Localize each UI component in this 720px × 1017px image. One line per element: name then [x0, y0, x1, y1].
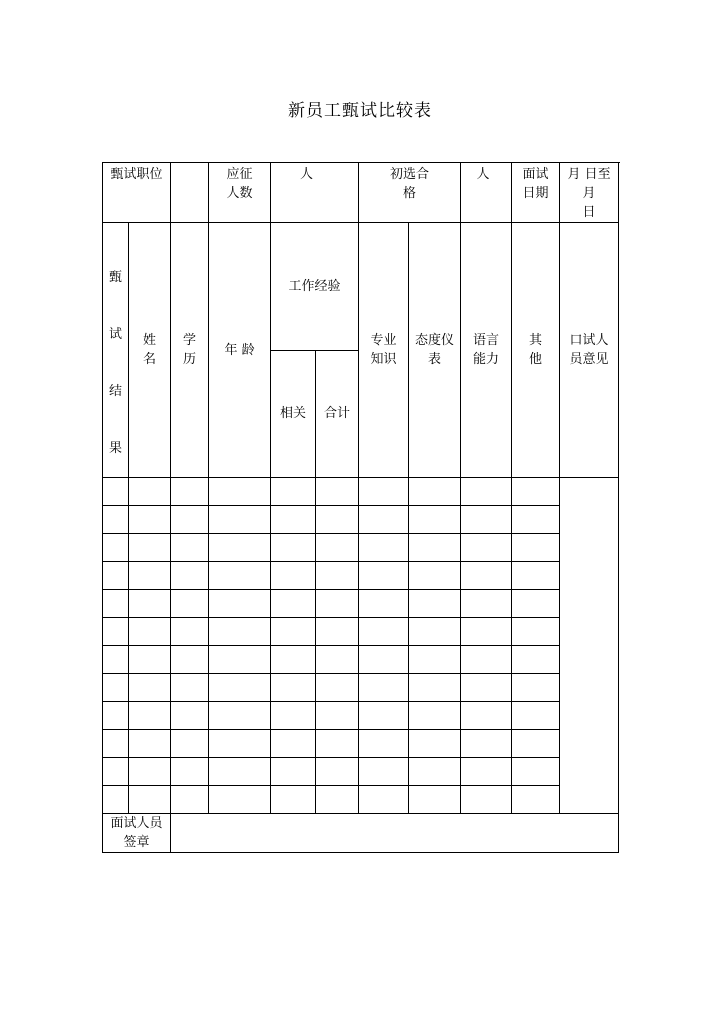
table-cell[interactable] [209, 702, 271, 730]
header-experience: 工作经验 [271, 223, 359, 351]
header-total: 合计 [316, 350, 359, 478]
table-cell[interactable] [171, 618, 209, 646]
table-cell[interactable] [171, 590, 209, 618]
table-cell[interactable] [409, 590, 461, 618]
table-cell[interactable] [409, 506, 461, 534]
side-label: 甄 试 结 果 [108, 270, 122, 456]
header-manner: 态度仪 表 [409, 223, 461, 478]
header-knowledge: 专业 知识 [359, 223, 409, 478]
table-cell[interactable] [359, 702, 409, 730]
table-row [103, 674, 619, 702]
table-cell[interactable] [409, 786, 461, 814]
date-label-cell [512, 163, 560, 223]
table-row [103, 646, 619, 674]
table-cell[interactable] [461, 478, 512, 506]
table-cell[interactable] [209, 478, 271, 506]
table-cell[interactable] [316, 618, 359, 646]
table-cell[interactable] [209, 590, 271, 618]
passed-value-cell[interactable] [461, 163, 512, 223]
table-cell[interactable] [103, 702, 129, 730]
table-cell[interactable] [129, 702, 171, 730]
table-cell[interactable] [512, 618, 560, 646]
table-cell[interactable] [359, 758, 409, 786]
table-row [103, 590, 619, 618]
table-cell[interactable] [209, 534, 271, 562]
table-cell[interactable] [129, 562, 171, 590]
table-cell[interactable] [271, 786, 316, 814]
table-cell[interactable] [512, 506, 560, 534]
table-cell[interactable] [103, 506, 129, 534]
position-value-cell[interactable] [171, 163, 209, 223]
table-cell[interactable] [129, 506, 171, 534]
date-value: 月 日至 月 日 [567, 167, 611, 220]
info-row [103, 163, 619, 223]
table-cell[interactable] [409, 534, 461, 562]
applicants-label-cell [209, 163, 271, 223]
table-cell[interactable] [129, 730, 171, 758]
table-cell[interactable] [209, 786, 271, 814]
table-cell[interactable] [209, 674, 271, 702]
table-cell[interactable] [512, 758, 560, 786]
table-cell[interactable] [316, 702, 359, 730]
table-cell[interactable] [103, 590, 129, 618]
table-cell[interactable] [512, 786, 560, 814]
table-cell[interactable] [409, 618, 461, 646]
table-cell[interactable] [103, 786, 129, 814]
applicants-unit: 人 [300, 167, 314, 182]
table-cell[interactable] [409, 758, 461, 786]
table-cell[interactable] [171, 506, 209, 534]
table-cell[interactable] [316, 674, 359, 702]
table-row [103, 618, 619, 646]
signature-label: 面试人员 签章 [110, 816, 163, 850]
table-cell[interactable] [103, 646, 129, 674]
table-cell[interactable] [512, 730, 560, 758]
table-cell[interactable] [409, 478, 461, 506]
table-cell[interactable] [409, 674, 461, 702]
table-row [103, 758, 619, 786]
table-cell[interactable] [359, 506, 409, 534]
table-row [103, 506, 619, 534]
table-row [103, 562, 619, 590]
table-cell[interactable] [209, 506, 271, 534]
comparison-form [102, 162, 619, 853]
data-rows [103, 478, 619, 814]
table-cell[interactable] [271, 534, 316, 562]
table-cell[interactable] [316, 562, 359, 590]
table-cell[interactable] [129, 758, 171, 786]
table-cell[interactable] [209, 730, 271, 758]
table-cell[interactable] [209, 618, 271, 646]
table-cell[interactable] [171, 674, 209, 702]
table-cell[interactable] [129, 646, 171, 674]
table-cell[interactable] [512, 674, 560, 702]
table-cell[interactable] [512, 590, 560, 618]
table-cell[interactable] [316, 506, 359, 534]
applicants-value-cell[interactable] [271, 163, 359, 223]
table-cell[interactable] [512, 534, 560, 562]
table-cell[interactable] [512, 562, 560, 590]
table-cell[interactable] [271, 730, 316, 758]
table-cell[interactable] [359, 534, 409, 562]
table-cell[interactable] [461, 590, 512, 618]
table-cell[interactable] [316, 590, 359, 618]
header-age: 年 龄 [209, 223, 271, 478]
table-cell[interactable] [129, 590, 171, 618]
header-language: 语言 能力 [461, 223, 512, 478]
table-cell[interactable] [209, 758, 271, 786]
table-cell[interactable] [103, 478, 129, 506]
table-cell[interactable] [359, 786, 409, 814]
table-cell[interactable] [103, 730, 129, 758]
side-label-cell [103, 223, 129, 478]
table-row [103, 534, 619, 562]
table-cell[interactable] [359, 618, 409, 646]
signature-row [103, 814, 619, 853]
table-cell[interactable] [409, 646, 461, 674]
table-cell[interactable] [316, 478, 359, 506]
position-label-cell [103, 163, 171, 223]
table-cell[interactable] [409, 702, 461, 730]
table-cell[interactable] [316, 534, 359, 562]
table-cell[interactable] [359, 590, 409, 618]
table-cell[interactable] [103, 758, 129, 786]
table-cell[interactable] [271, 702, 316, 730]
table-cell[interactable] [409, 562, 461, 590]
table-cell[interactable] [271, 646, 316, 674]
table-cell[interactable] [461, 646, 512, 674]
passed-label: 初选合 格 [390, 167, 430, 201]
header-other: 其 他 [512, 223, 560, 478]
table-cell[interactable] [103, 618, 129, 646]
table-cell[interactable] [461, 534, 512, 562]
signature-value-cell[interactable] [171, 814, 619, 853]
header-opinion: 口试人 员意见 [560, 223, 619, 478]
table-cell[interactable] [271, 674, 316, 702]
table-cell[interactable] [359, 646, 409, 674]
table-row [103, 786, 619, 814]
table-cell[interactable] [409, 730, 461, 758]
table-cell[interactable] [359, 674, 409, 702]
table-cell[interactable] [129, 674, 171, 702]
table-cell[interactable] [129, 618, 171, 646]
table-cell[interactable] [359, 478, 409, 506]
table-cell[interactable] [359, 730, 409, 758]
table-cell[interactable] [209, 562, 271, 590]
table-cell[interactable] [512, 646, 560, 674]
header-education: 学 历 [171, 223, 209, 478]
header-row-1 [103, 223, 619, 351]
table-cell[interactable] [271, 590, 316, 618]
table-cell[interactable] [316, 758, 359, 786]
table-row [103, 478, 619, 506]
table-cell[interactable] [316, 646, 359, 674]
table-cell[interactable] [171, 730, 209, 758]
table-cell[interactable] [129, 478, 171, 506]
table-cell[interactable] [461, 730, 512, 758]
table-cell[interactable] [171, 562, 209, 590]
table-cell[interactable] [461, 506, 512, 534]
document-title: 新员工甄试比较表 [288, 101, 432, 121]
table-cell[interactable] [359, 562, 409, 590]
table-cell[interactable] [512, 702, 560, 730]
signature-label-cell [103, 814, 171, 853]
table-cell[interactable] [271, 618, 316, 646]
table-cell[interactable] [271, 562, 316, 590]
table-cell[interactable] [129, 786, 171, 814]
table-cell[interactable] [461, 786, 512, 814]
table-row [103, 730, 619, 758]
table-cell[interactable] [461, 674, 512, 702]
table-cell[interactable] [103, 674, 129, 702]
table-cell[interactable] [461, 758, 512, 786]
date-value-cell[interactable] [560, 163, 619, 223]
header-name: 姓 名 [129, 223, 171, 478]
table-cell[interactable] [171, 786, 209, 814]
table-cell[interactable] [171, 534, 209, 562]
table-cell[interactable] [103, 534, 129, 562]
table-cell[interactable] [271, 478, 316, 506]
comparison-table [102, 162, 619, 853]
table-cell[interactable] [316, 730, 359, 758]
table-cell[interactable] [316, 786, 359, 814]
table-cell[interactable] [271, 506, 316, 534]
table-cell[interactable] [171, 646, 209, 674]
applicants-label: 应征 人数 [226, 167, 253, 201]
table-cell[interactable] [209, 646, 271, 674]
table-cell[interactable] [271, 758, 316, 786]
table-cell[interactable] [461, 562, 512, 590]
table-cell[interactable] [103, 562, 129, 590]
table-cell[interactable] [129, 534, 171, 562]
table-row [103, 702, 619, 730]
date-label: 面试 日期 [522, 167, 549, 201]
table-cell[interactable] [171, 702, 209, 730]
table-cell[interactable] [171, 478, 209, 506]
table-cell[interactable] [171, 758, 209, 786]
table-cell[interactable] [512, 478, 560, 506]
header-related: 相关 [271, 350, 316, 478]
passed-unit: 人 [476, 167, 490, 182]
table-cell[interactable] [461, 702, 512, 730]
passed-label-cell [359, 163, 461, 223]
position-label: 甄试职位 [110, 167, 163, 182]
table-cell[interactable] [461, 618, 512, 646]
